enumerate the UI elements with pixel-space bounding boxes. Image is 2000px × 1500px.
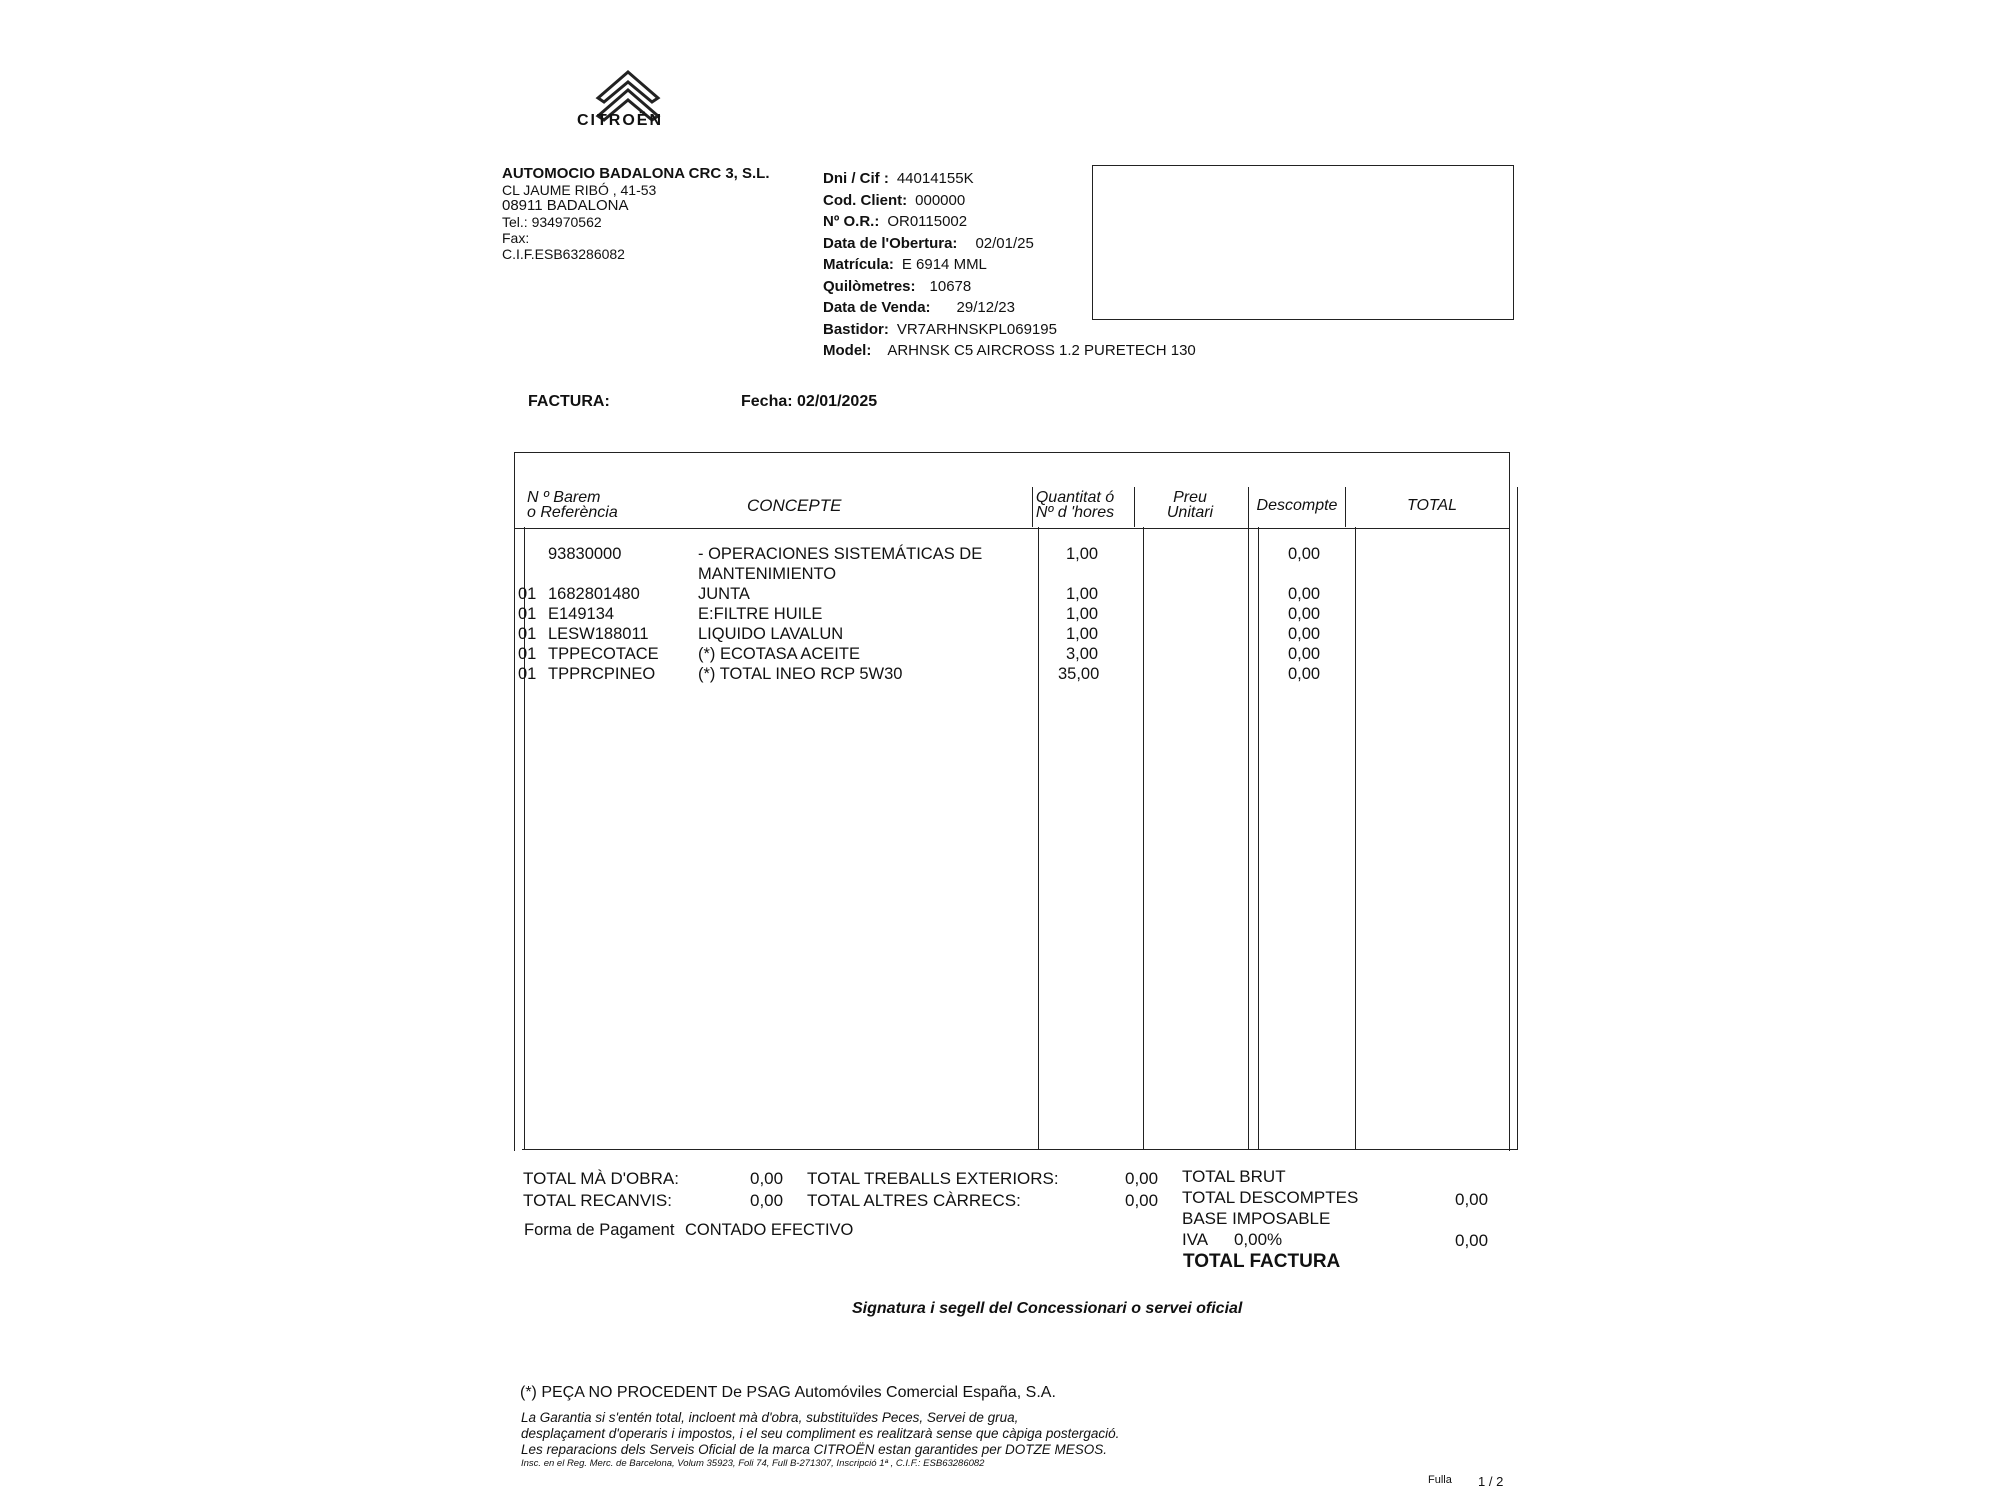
row-prefix: 01	[518, 605, 537, 623]
row-concept: - OPERACIONES SISTEMÁTICAS DE	[698, 545, 983, 563]
warranty-line: Les reparacions dels Serveis Oficial de la marca CITROËN estan garantides per DOTZE MESOS.	[521, 1442, 1107, 1457]
info-value: 44014155K	[896, 170, 974, 187]
header-price-line2: Unitari	[1166, 504, 1214, 521]
row-qty: 1,00	[1066, 545, 1099, 563]
column-line	[1143, 527, 1144, 1149]
total-other-label: TOTAL ALTRES CÀRRECS:	[807, 1191, 1021, 1210]
footer-registry: Insc. en el Reg. Merc. de Barcelona, Volum 35923, Foli 74, Full B-271307, Inscripció 1ª , C.I.F.: ESB63286082	[521, 1458, 985, 1469]
row-prefix: 01	[518, 665, 537, 683]
header-total: TOTAL	[1406, 497, 1458, 514]
invoice-total-label: TOTAL FACTURA	[1183, 1251, 1341, 1272]
company-tel: Tel.: 934970562	[502, 214, 602, 230]
vat-rate: 0,00%	[1233, 1230, 1283, 1249]
column-line	[1248, 487, 1249, 1149]
info-value: 02/01/25	[975, 234, 1034, 252]
row-ref: E149134	[548, 605, 615, 623]
row-concept: MANTENIMIENTO	[698, 565, 837, 583]
row-ref: LESW188011	[548, 625, 649, 643]
customer-address-box	[1092, 165, 1514, 320]
vat-label: IVA	[1182, 1230, 1208, 1249]
info-label: Nº O.R.:	[823, 213, 880, 230]
info-row-chassis	[823, 319, 1196, 341]
header-unit-price	[1138, 490, 1242, 520]
info-value: VR7ARHNSKPL069195	[896, 320, 1057, 338]
company-address: CL JAUME RIBÓ , 41-53	[502, 182, 657, 198]
table-bottom-line	[522, 1149, 1518, 1150]
vat-row	[1182, 1229, 1282, 1251]
info-label: Bastidor:	[823, 320, 889, 338]
info-label: Cod. Client:	[823, 191, 908, 209]
header-price-line1: Preu	[1173, 489, 1207, 506]
header-qty-line2: Nº d 'hores	[1035, 504, 1115, 521]
invoice-date-row	[741, 393, 877, 411]
row-ref: 93830000	[548, 545, 622, 563]
total-external-label: TOTAL TREBALLS EXTERIORS:	[807, 1169, 1059, 1188]
row-qty: 1,00	[1066, 585, 1099, 603]
header-quantity	[1025, 490, 1125, 520]
total-gross-label: TOTAL BRUT	[1182, 1167, 1286, 1186]
total-parts-label: TOTAL RECANVIS:	[523, 1191, 672, 1210]
header-ref-line2: o Referència	[527, 504, 618, 521]
row-concept: E:FILTRE HUILE	[698, 605, 823, 623]
column-line	[1345, 487, 1346, 527]
total-labour-label: TOTAL MÀ D'OBRA:	[523, 1169, 679, 1188]
total-discounts-label: TOTAL DESCOMPTES	[1182, 1188, 1359, 1207]
header-reference	[527, 490, 618, 520]
info-label: Quilòmetres:	[823, 277, 916, 295]
warranty-line: desplaçament d'operaris i impostos, i el seu compliment es realitzarà sense que càpiga postergació.	[521, 1426, 1120, 1441]
row-ref: 1682801480	[548, 585, 640, 603]
info-label: Dni / Cif :	[823, 170, 889, 187]
total-discounts-value: 0,00	[1455, 1190, 1489, 1209]
brand-wordmark: CITROËN	[577, 112, 663, 129]
column-line	[1038, 527, 1039, 1149]
info-value: OR0115002	[887, 213, 968, 230]
info-value: ARHNSK C5 AIRCROSS 1.2 PURETECH 130	[887, 342, 1196, 359]
header-discount: Descompte	[1256, 497, 1338, 514]
page-number: 1 / 2	[1478, 1474, 1504, 1489]
row-concept: JUNTA	[698, 585, 750, 603]
total-external-value: 0,00	[1125, 1169, 1159, 1188]
vat-value: 0,00	[1455, 1231, 1489, 1250]
info-label: Data de l'Obertura:	[823, 234, 958, 252]
row-prefix: 01	[518, 625, 537, 643]
payment-method	[524, 1219, 853, 1241]
invoice-label: FACTURA:	[528, 393, 610, 410]
invoice-lines-table	[514, 452, 1510, 1151]
row-ref: TPPRCPINEO	[548, 665, 656, 683]
row-discount: 0,00	[1288, 645, 1321, 663]
info-value: E 6914 MML	[901, 256, 987, 273]
header-ref-line1: N º Barem	[527, 489, 601, 506]
row-concept: LIQUIDO LAVALUN	[698, 625, 844, 643]
table-header	[515, 488, 1509, 529]
column-line	[1032, 487, 1033, 527]
row-concept: (*) TOTAL INEO RCP 5W30	[698, 665, 903, 683]
tax-base-label: BASE IMPOSABLE	[1182, 1209, 1331, 1228]
payment-value: CONTADO EFECTIVO	[685, 1221, 854, 1239]
row-ref: TPPECOTACE	[548, 645, 659, 663]
row-qty: 35,00	[1058, 665, 1100, 683]
info-value: 10678	[929, 277, 972, 295]
invoice-date: 02/01/2025	[797, 393, 878, 410]
info-row-model	[823, 340, 1196, 362]
invoice-date-label: Fecha:	[741, 393, 793, 410]
row-discount: 0,00	[1288, 665, 1321, 683]
row-discount: 0,00	[1288, 585, 1321, 603]
company-name: AUTOMOCIO BADALONA CRC 3, S.L.	[502, 165, 770, 182]
total-labour-value: 0,00	[750, 1169, 784, 1188]
row-discount: 0,00	[1288, 625, 1321, 643]
info-label: Data de Venda:	[823, 299, 931, 316]
info-label: Matrícula:	[823, 256, 894, 273]
column-line	[1258, 527, 1259, 1149]
payment-label: Forma de Pagament	[524, 1221, 675, 1239]
company-block	[502, 166, 770, 262]
warranty-line: La Garantia si s'entén total, incloent mà d'obra, substituïdes Peces, Servei de grua,	[521, 1410, 1019, 1425]
page-label: Fulla	[1428, 1474, 1452, 1486]
total-parts-value: 0,00	[750, 1191, 784, 1210]
column-line	[1355, 527, 1356, 1149]
footer-warranty	[521, 1410, 1119, 1458]
company-city: 08911 BADALONA	[502, 197, 629, 214]
row-concept: (*) ECOTASA ACEITE	[698, 645, 860, 663]
info-label: Model:	[823, 342, 872, 359]
info-value: 29/12/23	[956, 299, 1015, 316]
row-prefix: 01	[518, 585, 537, 603]
row-discount: 0,00	[1288, 605, 1321, 623]
row-qty: 3,00	[1066, 645, 1099, 663]
row-discount: 0,00	[1288, 545, 1321, 563]
total-other-value: 0,00	[1125, 1191, 1159, 1210]
column-line	[1517, 487, 1518, 1150]
column-line	[1134, 487, 1135, 527]
row-qty: 1,00	[1066, 605, 1099, 623]
header-concept: CONCEPTE	[747, 496, 842, 515]
row-prefix: 01	[518, 645, 537, 663]
header-qty-line1: Quantitat ó	[1035, 489, 1115, 506]
company-fax: Fax:	[502, 230, 530, 246]
footer-note: (*) PEÇA NO PROCEDENT De PSAG Automóviles Comercial España, S.A.	[520, 1384, 1056, 1401]
signature-caption: Signatura i segell del Concessionari o servei oficial	[852, 1300, 1243, 1317]
row-qty: 1,00	[1066, 625, 1099, 643]
company-cif: C.I.F.ESB63286082	[502, 246, 625, 262]
info-value: 000000	[915, 191, 966, 209]
